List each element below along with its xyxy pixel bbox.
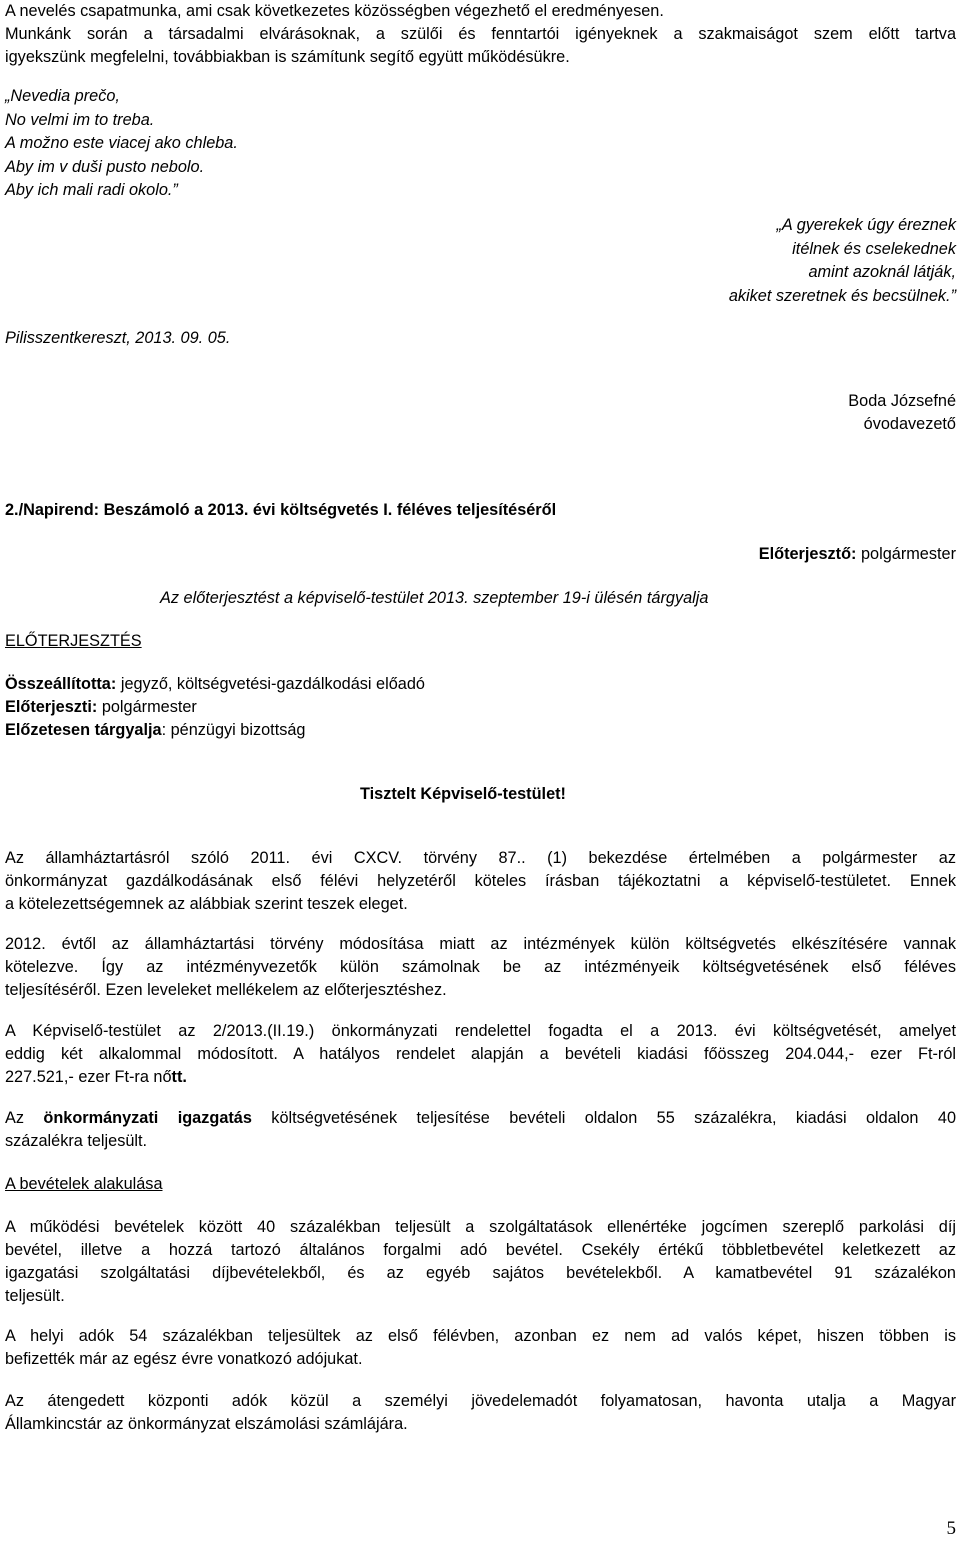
paragraph-line: százalékra teljesült.: [5, 1132, 148, 1150]
signature-name: Boda Józsefné: [848, 392, 956, 410]
compiled-label: Összeállította:: [5, 675, 117, 693]
presented-value: polgármester: [97, 698, 197, 716]
presented-label: Előterjeszti:: [5, 698, 98, 716]
presenter-value: polgármester: [856, 545, 956, 563]
paragraph-text-bold: tt.: [171, 1068, 187, 1086]
presenter-label: Előterjesztő:: [758, 545, 857, 563]
meeting-note: Az előterjesztést a képviselő-testület 2013. szeptember 19-i ülésén tárgyalja: [160, 589, 709, 607]
paragraph: [5, 1107, 956, 1153]
paragraph-line: [5, 1107, 956, 1130]
paragraph-line: önkormányzat gazdálkodásának első félévi helyzetéről köteles írásban tájékoztatni a képviselő-testületet. Ennek: [5, 872, 956, 890]
revenue-heading: A bevételek alakulása: [5, 1175, 163, 1193]
poem-line: „Nevedia prečo,: [5, 87, 120, 105]
paragraph-text: Az: [5, 1109, 44, 1127]
paragraph: [5, 1020, 956, 1089]
responsibility-block: [5, 673, 956, 742]
paragraph: [5, 847, 956, 916]
quote-line: „A gyerekek úgy éreznek: [776, 216, 956, 234]
paragraph: [5, 933, 956, 1002]
paragraph-line: eddig két alkalommal módosított. A hatályos rendelet alapján a bevételi kiadási főösszeg 204.044,- ezer Ft-ról: [5, 1045, 956, 1063]
discussed-value: : pénzügyi bizottság: [161, 721, 306, 739]
paragraph-text: 227.521,- ezer Ft-ra nő: [5, 1068, 172, 1086]
intro-line: igyekszünk megfelelni, továbbiakban is számítunk segítő együtt működésükre.: [5, 48, 570, 66]
poem-line: Aby im v duši pusto nebolo.: [5, 157, 205, 176]
poem-line: Aby ich mali radi okolo.”: [5, 181, 178, 199]
intro-line: Munkánk során a társadalmi elvárásoknak, a szülői és fenntartói igényeknek a szakmaiságot szem előtt tartva: [5, 25, 956, 43]
quote: [536, 214, 956, 308]
discussed-line: [5, 719, 956, 742]
discussed-label: Előzetesen tárgyalja: [5, 721, 162, 739]
salutation: Tisztelt Képviselő-testület!: [360, 785, 566, 803]
quote-line: akiket szeretnek és becsülnek.”: [728, 286, 956, 305]
poem-line: No velmi im to treba.: [5, 110, 155, 129]
paragraph-line: igazgatási szolgáltatási díjbevételekből, és az egyéb sajátos bevételekből. A kamatbevétel 91 százalékon: [5, 1264, 956, 1282]
paragraph-line: 2012. évtől az államháztartási törvény módosítása miatt az intézmények külön költségvetés elkészítésére vannak: [5, 935, 956, 953]
paragraph-line: befizették már az egész évre vonatkozó adójukat.: [5, 1350, 363, 1368]
paragraph-line: kötelezve. Így az intézményvezetők külön számolnak be az intézményeik költségvetésének első féléves: [5, 958, 956, 976]
page-number: 5: [946, 1518, 956, 1539]
paragraph-line: Az államháztartásról szóló 2011. évi CXCV. törvény 87.. (1) bekezdése értelmében a polgármester az: [5, 849, 956, 867]
intro-line: A nevelés csapatmunka, ami csak következetes közösségben végezhető el eredményesen.: [5, 2, 664, 20]
poem: [5, 85, 956, 203]
agenda-title: 2./Napirend: Beszámoló a 2013. évi költségvetés I. féléves teljesítéséről: [5, 501, 557, 519]
compiled-line: [5, 673, 956, 696]
paragraph: [5, 1390, 956, 1436]
paragraph-text: költségvetésének teljesítése bevételi oldalon 55 százalékra, kiadási oldalon 40: [251, 1109, 956, 1127]
intro-paragraph: [5, 0, 956, 69]
paragraph-text-bold: önkormányzati igazgatás: [43, 1109, 252, 1127]
signature-title: óvodavezető: [863, 415, 956, 433]
paragraph-line: a kötelezettségemnek az alábbiak szerint teszek eleget.: [5, 895, 408, 913]
compiled-value: jegyző, költségvetési-gazdálkodási előadó: [116, 675, 425, 693]
paragraph-line: A helyi adók 54 százalékban teljesültek az első félévben, azonban ez nem ad valós képet, hiszen többen is: [5, 1327, 956, 1345]
signature: [656, 390, 956, 436]
poem-line: A možno este viacej ako chleba.: [5, 134, 238, 152]
quote-line: itélnek és cselekednek: [792, 239, 956, 258]
presented-line: [5, 696, 956, 719]
paragraph-line: [5, 1066, 956, 1089]
paragraph: [5, 1216, 956, 1308]
section-label: ELŐTERJESZTÉS: [5, 632, 142, 650]
paragraph-line: teljesült.: [5, 1287, 65, 1305]
paragraph-line: bevétel, illetve a hozzá tartozó általános forgalmi adó bevétel. Csekély értékű többletbevétel keletkezett az: [5, 1241, 956, 1259]
paragraph-line: A működési bevételek között 40 százalékban teljesült a szolgáltatások ellenértéke jogcímen szereplő parkolási díj: [5, 1218, 956, 1236]
paragraph: [5, 1325, 956, 1371]
paragraph-line: Államkincstár az önkormányzat elszámolási számlájára.: [5, 1415, 408, 1433]
quote-line: amint azoknál látják,: [808, 263, 956, 281]
place-date: Pilisszentkereszt, 2013. 09. 05.: [5, 329, 231, 347]
presenter: [759, 543, 956, 566]
paragraph-line: Az átengedett központi adók közül a személyi jövedelemadót folyamatosan, havonta utalja a Magyar: [5, 1392, 956, 1410]
paragraph-line: A Képviselő-testület az 2/2013.(II.19.) önkormányzati rendelettel fogadta el a 2013. évi költségvetését, amelyet: [5, 1022, 956, 1040]
paragraph-line: teljesítéséről. Ezen leveleket mellékelem az előterjesztéshez.: [5, 981, 447, 999]
